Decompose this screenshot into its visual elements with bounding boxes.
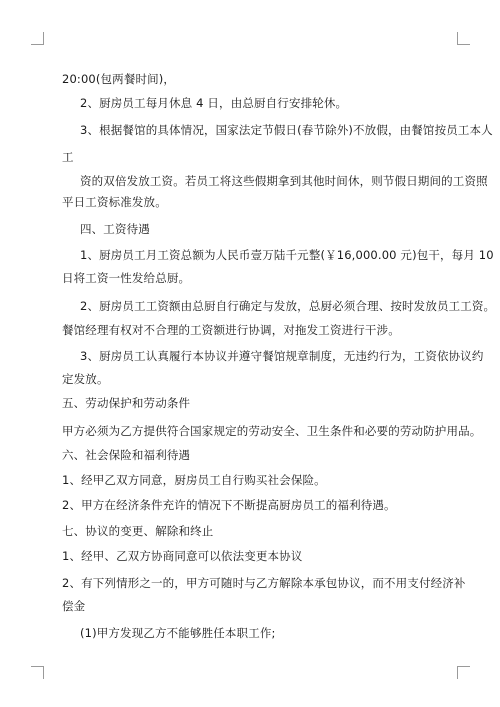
- text-line: 1、厨房员工月工资总额为人民币壹万陆千元整(￥16,000.00 元)包干，每月 10: [80, 248, 494, 262]
- text-line: 资的双倍发放工资。若员工将这些假期拿到其他时间休，则节假日期间的工资照: [80, 174, 488, 188]
- text-line: 平日工资标准发放。: [62, 195, 167, 209]
- text-line: 偿金: [62, 599, 86, 613]
- crop-mark-top-left: [31, 32, 44, 45]
- section-heading: 五、劳动保护和劳动条件: [62, 396, 191, 410]
- section-heading: 七、协议的变更、解除和终止: [62, 524, 214, 538]
- text-line: 2、厨房员工每月休息 4 日，由总厨自行安排轮休。: [80, 96, 348, 110]
- text-line: 日将工资一性发给总厨。: [62, 271, 191, 285]
- crop-mark-bottom-left: [31, 666, 44, 679]
- text-line: 1、经甲、乙双方协商同意可以依法变更本协议: [62, 549, 303, 563]
- crop-mark-top-right: [457, 32, 470, 45]
- section-heading: 六、社会保险和福利待遇: [62, 448, 191, 462]
- text-line: 甲方必须为乙方提供符合国家规定的劳动安全、卫生条件和必要的劳动防护用品。: [62, 424, 482, 438]
- crop-mark-bottom-right: [457, 666, 470, 679]
- text-line: 20:00(包两餐时间)，: [62, 72, 176, 86]
- text-line: 定发放。: [62, 372, 109, 386]
- text-line: 2、有下列情形之一的，甲方可随时与乙方解除本承包协议，而不用支付经济补: [62, 576, 466, 590]
- text-line: 1、经甲乙双方同意，厨房员工自行购买社会保险。: [62, 473, 326, 487]
- text-line: 2、甲方在经济条件充许的情况下不断提高厨房员工的福利待遇。: [62, 498, 396, 512]
- text-line: 3、根据餐馆的具体情况，国家法定节假日(春节除外)不放假，由餐馆按员工本人: [80, 123, 493, 137]
- text-line: 3、厨房员工认真履行本协议并遵守餐馆规章制度，无违约行为，工资依协议约: [80, 349, 484, 363]
- text-line: 餐馆经理有权对不合理的工资额进行协调，对拖发工资进行干涉。: [62, 323, 400, 337]
- text-line: 工: [62, 150, 74, 164]
- section-heading: 四、工资待遇: [80, 222, 150, 236]
- text-line: 2、厨房员工工资额由总厨自行确定与发放，总厨必须合理、按时发放员工工资。: [80, 299, 496, 313]
- text-line: (1)甲方发现乙方不能够胜任本职工作;: [80, 626, 276, 640]
